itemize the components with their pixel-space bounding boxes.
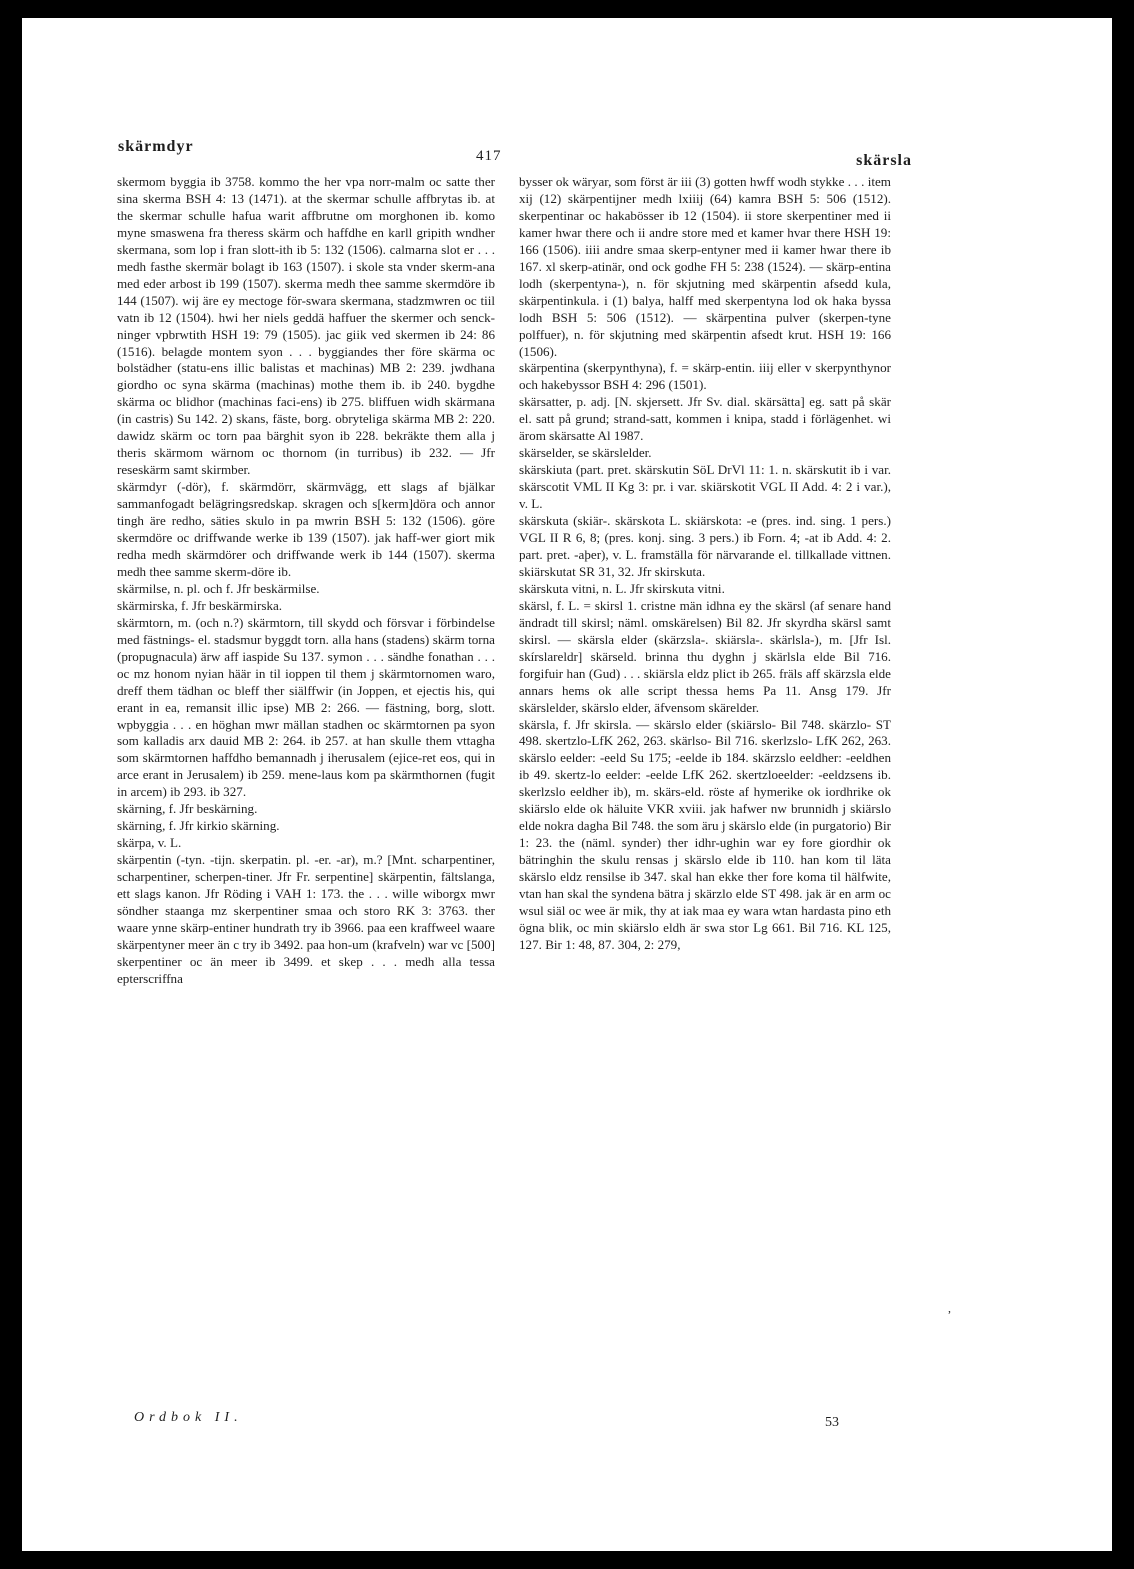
entry-skarpentin: skärpentin (-tyn. -tijn. skerpatin. pl. -er. -ar), m.? [Mnt. scharpentiner, scharpentiner, scherpen-tiner. Jfr Fr. serpentine] skärpentin, fältslanga, ett slags kanon. Jfr Röding i VAH 1: 173. the . . . wille wiborgx mwr söndher staanga mz skerpentiner smaa och storo RK 3: 3763. ther waare ynne skärp-entiner hundrath try ib 3966. paa een kraffweel waare skärpentyner meer än c try ib 3492. paa hon-um (krafveln) war vc [500] skerpentiner oc än meer ib 3499. et skep . . . medh alla tessa epterscriffna [117, 852, 495, 986]
entry-skarsl: skärsl, f. L. = skirsl 1. cristne män idhna ey the skärsl (af senare hand ändradt till skirsl; näml. omskärelsen) Bil 82. Jfr skyrdha skärsl samt skirsl. — skärsla elder (skärzsla-. skiärsla-. skärlsla-), m. [Jfr Isl. skírslareldr] skärseld. brinna thu dyghn j skärlsla elde Bil 716. forgifuir han (Gud) . . . skiärsla eldz plict ib 265. fräls aff skärzsla elde annars hems ok alle script thessa hems Pa 11. Ansg 179. Jfr skärslelder, skärslo elder, äfvensom skärelder. [519, 597, 891, 715]
entry-skarpentin-continued: bysser ok wäryar, som först är iii (3) gotten hwff wodh stykke . . . item xij (12) skärpentijner medh lxiiij (64) kamra BSH 5: 506 (1512). skerpentinar oc hakabösser ib 12 (1504). ii store skerpentiner med ii kamer hwar there och ii andre store med et kamer hvar there HSH 19: 166 (1506). iiii andre smaa skerp-entyner med ii kamer hwar there ib 167. xl skerp-atinär, ond ock godhe FH 5: 238 (1524). — skärp-entina lodh (skerpentyna-), n. för skjutning med skärpentin afsedd kula, skärpentinkula. i (1) balya, halff med skerpentyna lod ok haka byssa lodh BSH 5: 506 (1512). — skärpentina pulver (skerpen-tyne polffuer), n. för skjutning med skärpentin afsedt krut. HSH 19: 166 (1506). [519, 174, 891, 359]
entry-skarskuta: skärskuta (skiär-. skärskota L. skiärskota: -e (pres. ind. sing. 1 pers.) VGL II R 6, 8; (pres. konj. sing. 3 pers.) ib Forn. 4; -at ib Add. 4: 2. part. pret. -aþer), v. L. framställa för närvarande el. tillkallade vittnen. skiärskutat SR 31, 32. Jfr skirskuta. [519, 513, 891, 579]
entry-skarmtorn: skärmtorn, m. (och n.?) skärmtorn, till skydd och försvar i förbindelse med fästnings- el. stadsmur byggdt torn. alla hans (stadens) skärm torna (propugnacula) ärw aff iaspide Su 137. symon . . . sändhe fonathan . . . oc mz honom nyian häär in til ioppen til them j skärmtornomen waro, dreff them tädhan oc bleff ther siälffwir (in Joppen, et ejectis his, qui erant in ea, remansit illic ipse) MB 2: 266. — fästning, borg, slott. wpbyggia . . . en höghan mwr mällan stadhen oc skärmtornen pa syon som kalladis arx dauid MB 2: 264. ib 257. at han skulle them vttagha som skärmtornen haffdho bemannadh j iherusalem (ejice-ret eos, qui in arce erant in Jerusalem) ib 259. mene-laus kom pa skärmthornen (fugit in arcem) ib 293. ib 327. [117, 614, 495, 800]
left-column [117, 174, 495, 1410]
entry-skarning-2: skärning, f. Jfr kirkio skärning. [117, 818, 280, 834]
entry-skarskiuta: skärskiuta (part. pret. skärskutin SöL DrVl 11: 1. n. skärskutit ib i var. skärscotit VML II Kg 3: pr. i var. skiärskotit VGL II Add. 4: 2 i var.), v. L. [519, 462, 891, 512]
entry-skarm-continued: skermom byggia ib 3758. kommo the her vpa norr-malm oc satte ther sina skerma BSH 4: 13 (1471). at the skermar schulle affbrytas ib. at the skermar schulle hafua warit affbrutne om morghonen ib. komo myne smaswena fra theress skärm och haffdhe en karll gripith wndher skermana, som lop i fran slott-ith ib 5: 132 (1506). calmarna slot er . . . medh fasthe skermär bolagt ib 163 (1507). i skole sta vnder skerm-ana med eder arbost ib 199 (1507). skerma medh thee samme skermdöre ib 144 (1507). wij äre ey mectoge för-swara skermana, stadzmwren oc tiil vatn ib 12 (1504). hwi her niels geddä haffuer the skermer och senck-ninger vpbrwtith HSH 19: 79 (1505). jac giik ved skermen ib 24: 86 (1516). belagde montem syon . . . byggiandes ther före skärma oc bolstädher (statu-ens illic balistas et machinas) MB 2: 239. jwdhana giordho oc syna skärma (machinas) mothe them ib. ib 240. bygdhe skärma oc blidhor (machinas faci-ens) ib 275. bliffuen widh skärmana (in castris) Su 142. 2) skans, fäste, borg. obryteliga skärma MB 2: 220. dawidz skärm oc torn paa bärghit syon ib 228. bekräkte them alla j theris skärmom wärnom oc thornom (in turribus) ib 232. — Jfr reseskärm samt skirmber. [117, 174, 495, 478]
entry-skarselder: skärselder, se skärslelder. [519, 445, 652, 461]
running-head-right: skärsla [856, 152, 912, 169]
sheet-signature: Ordbok II. [134, 1410, 243, 1425]
sheet-number: 53 [825, 1415, 839, 1430]
entry-skarsatter: skärsatter, p. adj. [N. skjersett. Jfr Sv. dial. skärsätta] eg. satt på skär el. satt på grund; strand-satt, kommen i knipa, stadd i förlägenhet. wi ärom skärsatte Al 1987. [519, 394, 891, 444]
right-column [519, 174, 891, 1414]
entry-skarmilse: skärmilse, n. pl. och f. Jfr beskärmilse. [117, 580, 320, 596]
entry-skarskuta-vitni: skärskuta vitni, n. L. Jfr skirskuta vitni. [519, 580, 725, 596]
margin-mark: , [948, 1301, 951, 1315]
entry-skarmdyr: skärmdyr (-dör), f. skärmdörr, skärmvägg, ett slags af bjälkar sammanfogadt belägringsredskap. skragen och s[kerm]döra och annor tingh äre redho, säties skulo in pa mwrin BSH 5: 132 (1506). göre skermdöre oc driffwande werke ib 139 (1507). jak haff-wer giort mik redha medh skärmdörer och driffwande werk ib 144 (1507). skerma medh thee samme skerm-döre ib. [117, 479, 495, 579]
dictionary-page [22, 18, 1112, 1551]
entry-skarsla: skärsla, f. Jfr skirsla. — skärslo elder (skiärslo- Bil 748. skärzlo- ST 498. skertzlo-LfK 262, 263. skärlso- Bil 716. skerlzslo- LfK 262, 263. skärslo eelder: -eeld Su 175; -eelde ib 184. skärzslo eeldher: -eeldhen ib 49. skertz-lo eelder: -eelde LfK 262. skertzloeelder: -eeldzsens ib. skerlzslo eeldher ib), m. skärs-eld. röste af hymerike ok iordhrike ok skiärslo elde ok häluite VKR xviii. jak hafwer nw brunnidh j skiärslo elde nokra dagha Bil 748. the som äru j skärslo elde (in purgatorio) Bir 1: 23. the (näml. synder) ther idhr-ughin war ey fore giordhir ok bätringhin the skulu rensas j skärslo elde ib 110. han kom til läta skärslo eldz rensilse ib 347. skal han ekke ther fore koma til hälfwite, vtan han skal the syndena bätra j skärzlo elde ST 498. jak är en arm oc wsul siäl oc wee är mik, thy at iak maa ey wara wtan hardasta pino eth ögna blik, oc min skiärslo eldh är swa stor Lg 661. Bil 716. KL 125, 127. Bir 1: 48, 87. 304, 2: 279, [519, 716, 891, 952]
entry-skarning-1: skärning, f. Jfr beskärning. [117, 801, 258, 817]
entry-skarmirska: skärmirska, f. Jfr beskärmirska. [117, 597, 283, 613]
page-number: 417 [476, 148, 502, 164]
entry-skarpentina: skärpentina (skerpynthyna), f. = skärp-entin. iiij eller v skerpynthynor och hakebyssor BSH 4: 296 (1501). [519, 360, 891, 393]
entry-skarpa: skärpa, v. L. [117, 835, 182, 851]
running-head-left: skärmdyr [118, 138, 194, 155]
